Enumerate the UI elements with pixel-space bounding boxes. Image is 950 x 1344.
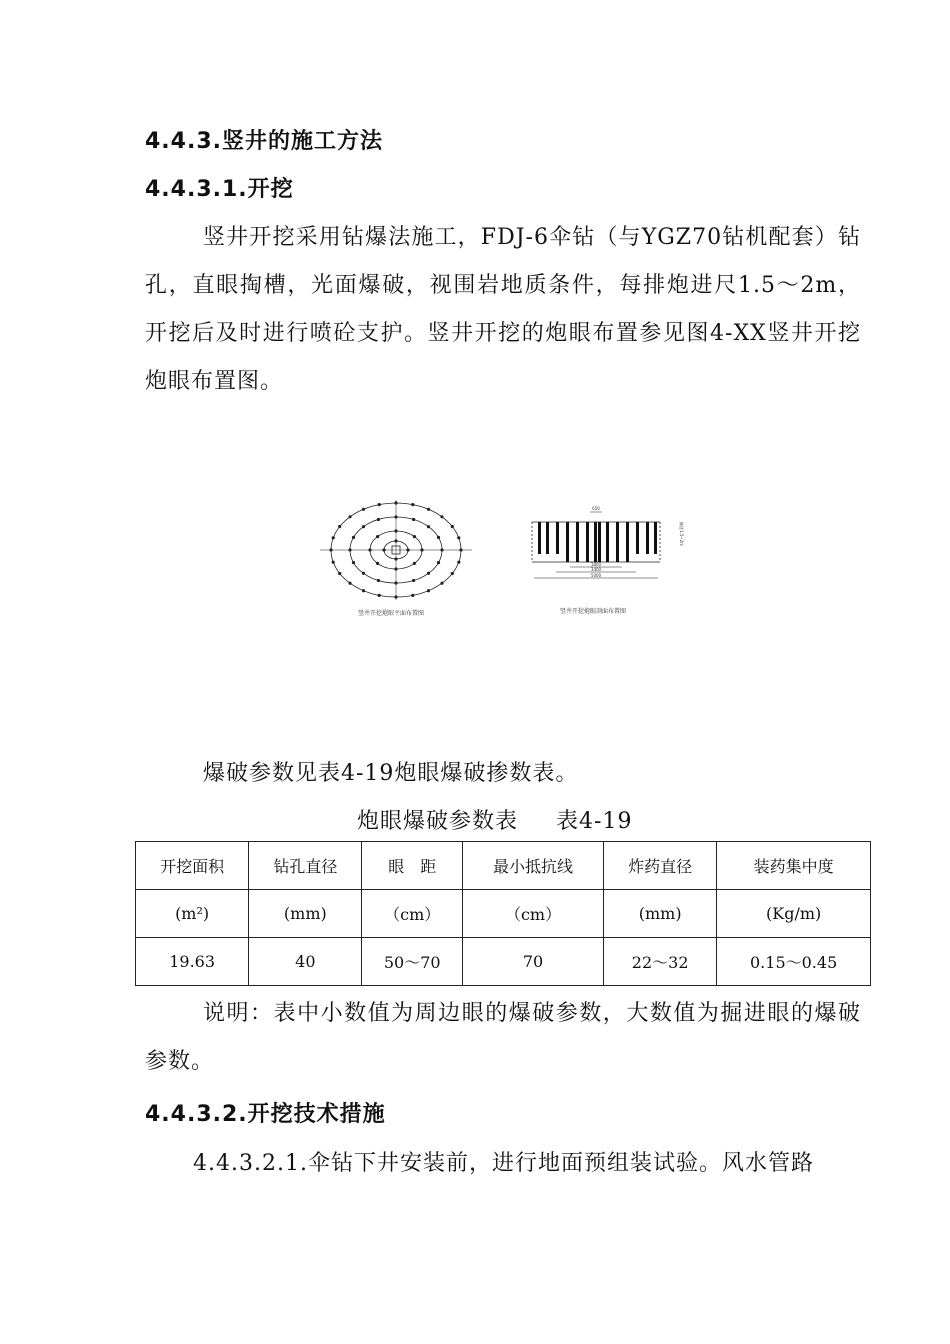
blasthole-dot [440, 515, 443, 518]
value-cell: 70 [462, 938, 603, 986]
blasthole-dot [329, 548, 332, 551]
blasthole-dot [376, 562, 379, 565]
blasthole-dot [427, 525, 430, 528]
blasthole-dot [413, 535, 416, 538]
unit-cell: （cm） [362, 890, 463, 938]
header-cell: 炸药直径 [604, 842, 717, 890]
unit-cell: (Kg/m) [717, 890, 871, 938]
value-cell: 19.63 [136, 938, 249, 986]
blasthole-dot [377, 579, 380, 582]
blasthole-dot [394, 515, 397, 518]
blasthole-dot [440, 548, 443, 551]
subsection-heading-excavation: 4.4.3.1.开挖 [145, 177, 294, 202]
blasthole-dot [427, 589, 430, 592]
blasthole-dot [378, 503, 381, 506]
excavation-paragraph: 竖井开挖采用钻爆法施工，FDJ-6伞钻（与YGZ70钻机配套）钻孔，直眼掏槽，光面爆破，视围岩地质条件，每排炮进尺1.5～2m，开挖后及时进行喷砼支护。竖井开挖的炮眼布置参见图4-XX竖井开挖炮眼布置图。 [145, 225, 861, 394]
section-hole [576, 522, 579, 562]
blasthole-dot [457, 536, 460, 539]
blasthole-dot [394, 581, 397, 584]
blasthole-dot [338, 572, 341, 575]
section-hole [546, 522, 549, 554]
blasthole-dot [348, 582, 351, 585]
blasthole-dot [352, 561, 355, 564]
blasthole-dot [459, 548, 462, 551]
header-cell: 开挖面积 [136, 842, 249, 890]
blasthole-dot [394, 539, 397, 542]
section-hole [538, 522, 541, 554]
blasthole-dot [394, 529, 397, 532]
blasthole-dot [451, 525, 454, 528]
section-hole [636, 522, 639, 554]
blasthole-dot [352, 536, 355, 539]
blasthole-dot [412, 518, 415, 521]
section-heading: 4.4.3.竖井的施工方法 [145, 129, 383, 154]
blasthole-dot [427, 572, 430, 575]
dim-mid2: 3400 [590, 567, 602, 572]
blasthole-dot [437, 536, 440, 539]
blasthole-dot [394, 557, 397, 560]
header-cell: 眼 距 [362, 842, 463, 890]
dim-mid1: 1800 [590, 562, 602, 567]
section-hole [606, 522, 609, 562]
section-hole [654, 522, 657, 554]
header-cell: 钻孔直径 [249, 842, 362, 890]
value-cell: 22～32 [604, 938, 717, 986]
dim-bottom: 5000 [590, 573, 602, 578]
table-intro: 爆破参数见表4-19炮眼爆破掺数表。 [203, 761, 579, 786]
section-hole [646, 522, 649, 554]
blasthole-dot [362, 508, 365, 511]
table-note: 说明：表中小数值为周边眼的爆破参数，大数值为掘进眼的爆破参数。 [145, 1001, 861, 1074]
section-hole [616, 522, 619, 562]
plan-caption: 竖井开挖炮眼平面布置图 [358, 610, 425, 617]
unit-cell: (mm) [604, 890, 717, 938]
dim-top: 650 [592, 506, 600, 511]
unit-cell: (m²) [136, 890, 249, 938]
measures-first-line: 4.4.3.2.1.伞钻下井安装前，进行地面预组装试验。风水管路 [193, 1151, 814, 1176]
unit-cell: （cm） [462, 890, 603, 938]
blasthole-dot [394, 501, 397, 504]
blasthole-dot [394, 595, 397, 598]
blasthole-dot [332, 536, 335, 539]
blasthole-dot [457, 561, 460, 564]
blasthole-dot [348, 548, 351, 551]
blasthole-dot [451, 572, 454, 575]
section-hole [594, 522, 597, 562]
blasthole-dot [382, 548, 385, 551]
section-hole [626, 522, 629, 562]
side-note: 掘进1.5~2m [679, 522, 684, 547]
blasthole-dot [362, 589, 365, 592]
blasthole-dot [411, 503, 414, 506]
section-hole [598, 522, 601, 562]
table-header-row [136, 842, 871, 890]
unit-cell: (mm) [249, 890, 362, 938]
section-hole [566, 522, 569, 562]
table-title [357, 804, 632, 835]
blasthole-dot [440, 582, 443, 585]
blasthole-dot [413, 562, 416, 565]
blasthole-dot [427, 508, 430, 511]
blasthole-layout-figure [320, 500, 700, 630]
table-number: 表4-19 [556, 809, 633, 834]
header-cell: 最小抵抗线 [462, 842, 603, 890]
blasting-parameters-table [135, 841, 871, 986]
blasthole-dot [378, 594, 381, 597]
plan-view [320, 500, 472, 600]
blasthole-dot [406, 548, 409, 551]
section-hole [556, 522, 559, 554]
blasthole-dot [420, 548, 423, 551]
blasthole-dot [362, 572, 365, 575]
value-cell: 50～70 [362, 938, 463, 986]
blasthole-dot [332, 561, 335, 564]
value-cell: 40 [249, 938, 362, 986]
blasthole-dot [376, 535, 379, 538]
blasthole-dot [394, 567, 397, 570]
blasthole-dot [362, 525, 365, 528]
header-cell: 装药集中度 [717, 842, 871, 890]
blasthole-dot [412, 579, 415, 582]
table-title-text: 炮眼爆破参数表 [357, 809, 519, 834]
subsection-heading-measures: 4.4.3.2.开挖技术措施 [145, 1102, 386, 1127]
table-values-row [136, 938, 871, 986]
blasthole-dot [411, 594, 414, 597]
table-units-row [136, 890, 871, 938]
section-caption: 竖井开挖炮眼剖面布置图 [560, 608, 627, 615]
blasthole-dot [437, 561, 440, 564]
blasthole-dot [377, 518, 380, 521]
section-blastholes [538, 522, 657, 562]
blasthole-dot [348, 515, 351, 518]
blasthole-dot [338, 525, 341, 528]
value-cell: 0.15～0.45 [717, 938, 871, 986]
blasthole-dot [368, 548, 371, 551]
section-hole [586, 522, 589, 562]
